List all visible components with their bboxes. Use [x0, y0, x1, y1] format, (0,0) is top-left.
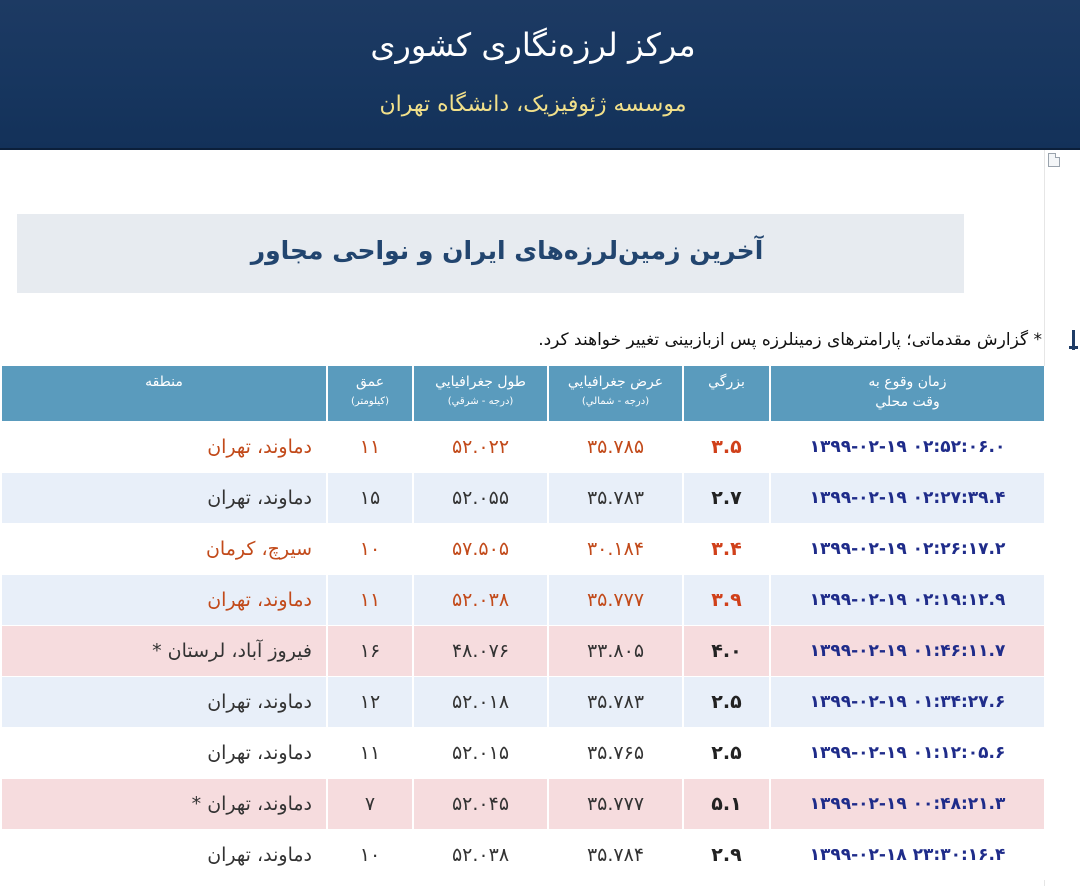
table-row [1, 421, 1045, 472]
col-magnitude-header [683, 366, 770, 421]
cell-latitude: ۳۳.۸۰۵ [548, 625, 683, 676]
cell-time: ۱۳۹۹-۰۲-۱۹ ۰۱:۱۲:۰۵.۶ [770, 727, 1045, 778]
table-row [1, 625, 1045, 676]
cell-longitude: ۵۲.۰۲۲ [413, 421, 548, 472]
col-latitude-sublabel: (درجه - شمالي) [581, 396, 650, 407]
col-latitude-header [548, 366, 683, 421]
earthquakes-table [0, 366, 1046, 880]
cell-longitude: ۵۲.۰۱۸ [413, 676, 548, 727]
cell-latitude: ۳۵.۷۸۴ [548, 829, 683, 880]
cell-time: ۱۳۹۹-۰۲-۱۹ ۰۲:۲۶:۱۷.۲ [770, 523, 1045, 574]
table-row [1, 829, 1045, 880]
site-header [0, 0, 1080, 150]
cell-magnitude: ۲.۷ [683, 472, 770, 523]
table-header-row [1, 366, 1045, 421]
col-depth-header [327, 366, 413, 421]
cell-time: ۱۳۹۹-۰۲-۱۹ ۰۲:۵۲:۰۶.۰ [770, 421, 1045, 472]
cell-longitude: ۵۲.۰۳۸ [413, 829, 548, 880]
cell-longitude: ۵۷.۵۰۵ [413, 523, 548, 574]
cell-latitude: ۳۵.۷۷۷ [548, 574, 683, 625]
table-row [1, 778, 1045, 829]
cell-depth: ۱۰ [327, 829, 413, 880]
table-row [1, 472, 1045, 523]
cell-time: ۱۳۹۹-۰۲-۱۹ ۰۲:۲۷:۳۹.۴ [770, 472, 1045, 523]
cell-longitude: ۵۲.۰۵۵ [413, 472, 548, 523]
section-title: آخرین زمین‌لرزه‌های ایران و نواحی مجاور [250, 236, 764, 265]
earthquakes-table-body [1, 421, 1045, 880]
cell-latitude: ۳۵.۷۶۵ [548, 727, 683, 778]
preliminary-notice: * گزارش مقدماتی؛ پارامترهای زمینلرزه پس ازبازبینی تغییر خواهند کرد. [538, 330, 1042, 350]
cell-region: دماوند، تهران * [1, 778, 327, 829]
cell-region: دماوند، تهران [1, 676, 327, 727]
site-subtitle: موسسه ژئوفیزیک، دانشگاه تهران [379, 92, 687, 117]
table-row [1, 727, 1045, 778]
table-row [1, 676, 1045, 727]
cell-depth: ۱۵ [327, 472, 413, 523]
col-time-sublabel: وقت محلي [875, 394, 940, 410]
cell-magnitude: ۳.۹ [683, 574, 770, 625]
cell-time: ۱۳۹۹-۰۲-۱۹ ۰۱:۳۴:۲۷.۶ [770, 676, 1045, 727]
edge-marker-foot [1069, 346, 1078, 349]
cell-latitude: ۳۵.۷۸۳ [548, 676, 683, 727]
cell-latitude: ۳۰.۱۸۴ [548, 523, 683, 574]
cell-magnitude: ۳.۴ [683, 523, 770, 574]
col-longitude-label: طول جغرافيايي [435, 374, 526, 390]
col-latitude-label: عرض جغرافيايي [567, 374, 664, 390]
cell-depth: ۷ [327, 778, 413, 829]
cell-magnitude: ۳.۵ [683, 421, 770, 472]
col-region-header [1, 366, 327, 421]
cell-region: دماوند، تهران [1, 472, 327, 523]
section-banner [17, 214, 964, 293]
cell-time: ۱۳۹۹-۰۲-۱۹ ۰۰:۴۸:۲۱.۳ [770, 778, 1045, 829]
col-depth-sublabel: (کيلومتر) [351, 396, 389, 407]
cell-longitude: ۴۸.۰۷۶ [413, 625, 548, 676]
cell-latitude: ۳۵.۷۸۵ [548, 421, 683, 472]
col-depth-label: عمق [355, 374, 385, 390]
cell-longitude: ۵۲.۰۴۵ [413, 778, 548, 829]
cell-depth: ۱۰ [327, 523, 413, 574]
table-row [1, 574, 1045, 625]
cell-depth: ۱۲ [327, 676, 413, 727]
document-icon[interactable] [1048, 153, 1060, 167]
col-magnitude-label: بزرگي [708, 374, 745, 390]
cell-depth: ۱۶ [327, 625, 413, 676]
cell-latitude: ۳۵.۷۸۳ [548, 472, 683, 523]
cell-longitude: ۵۲.۰۳۸ [413, 574, 548, 625]
site-title: مرکز لرزه‌نگاری کشوری [370, 26, 696, 64]
cell-depth: ۱۱ [327, 574, 413, 625]
cell-magnitude: ۲.۵ [683, 727, 770, 778]
cell-region: دماوند، تهران [1, 829, 327, 880]
cell-longitude: ۵۲.۰۱۵ [413, 727, 548, 778]
cell-time: ۱۳۹۹-۰۲-۱۹ ۰۲:۱۹:۱۲.۹ [770, 574, 1045, 625]
cell-latitude: ۳۵.۷۷۷ [548, 778, 683, 829]
col-longitude-header [413, 366, 548, 421]
cell-time: ۱۳۹۹-۰۲-۱۸ ۲۳:۳۰:۱۶.۴ [770, 829, 1045, 880]
cell-region: دماوند، تهران [1, 574, 327, 625]
cell-region: سیرچ، کرمان [1, 523, 327, 574]
col-region-label: منطقه [145, 374, 183, 390]
cell-region: دماوند، تهران [1, 421, 327, 472]
cell-magnitude: ۲.۹ [683, 829, 770, 880]
cell-depth: ۱۱ [327, 727, 413, 778]
cell-magnitude: ۵.۱ [683, 778, 770, 829]
cell-region: دماوند، تهران [1, 727, 327, 778]
table-row [1, 523, 1045, 574]
cell-magnitude: ۲.۵ [683, 676, 770, 727]
cell-time: ۱۳۹۹-۰۲-۱۹ ۰۱:۴۶:۱۱.۷ [770, 625, 1045, 676]
cell-region: فیروز آباد، لرستان * [1, 625, 327, 676]
cell-depth: ۱۱ [327, 421, 413, 472]
col-time-label: زمان وقوع به [868, 374, 947, 390]
cell-magnitude: ۴.۰ [683, 625, 770, 676]
col-time-header [770, 366, 1045, 421]
col-longitude-sublabel: (درجه - شرقي) [447, 396, 514, 407]
